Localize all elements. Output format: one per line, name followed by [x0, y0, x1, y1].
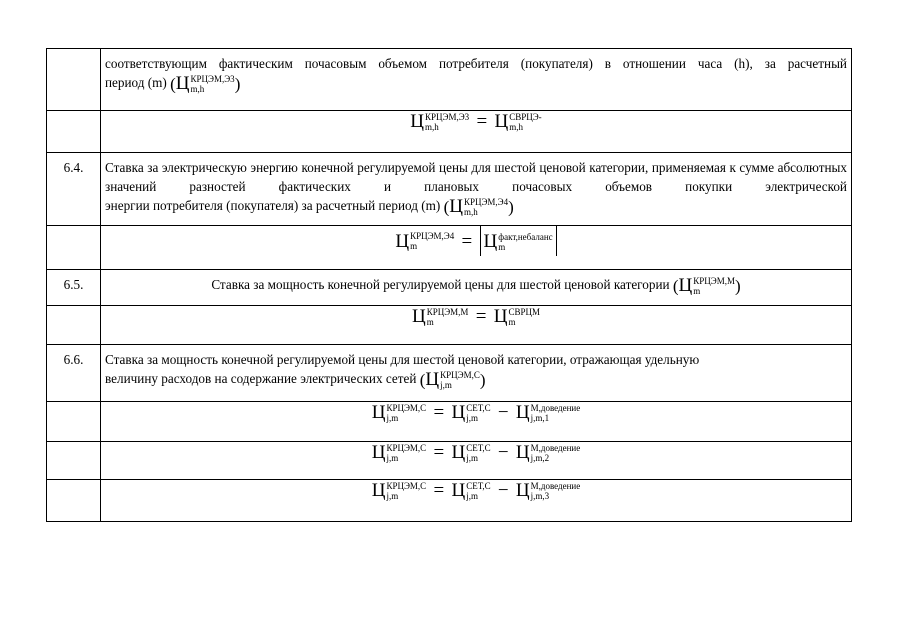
formula-row — [47, 402, 852, 442]
formula-cell — [101, 306, 852, 345]
description-line — [105, 73, 847, 94]
formula-row — [47, 480, 852, 522]
row-number-empty — [47, 49, 101, 111]
description-line — [105, 196, 847, 217]
inline-formula-symbol: (Ц КРЦЭМ,Э4 m,h ) — [443, 196, 514, 218]
inline-formula-symbol: (Ц КРЦЭМ,C j,m ) — [419, 369, 486, 391]
formula: Ц КРЦЭМ,C j,m = Ц СЕТ,C j,m − Ц М,доведение j,m,3 — [371, 480, 581, 502]
description-line — [105, 369, 847, 390]
description-line: Ставка за мощность конечной регулируемой цены для шестой ценовой категории, отражающая удельную — [105, 352, 700, 367]
tariff-table — [46, 48, 852, 522]
row-description — [101, 153, 852, 226]
table-row — [47, 49, 852, 111]
formula-row — [47, 226, 852, 270]
formula-cell — [101, 111, 852, 153]
row-description — [101, 270, 852, 306]
formula: Ц КРЦЭМ,Э4 m = Ц факт,небаланс m — [395, 226, 556, 256]
description-text: энергии потребителя (покупателя) за расчетный период (m) — [105, 198, 441, 213]
table-row — [47, 270, 852, 306]
inline-formula-symbol: (Ц КРЦЭМ,М m ) — [672, 275, 741, 297]
formula: Ц КРЦЭМ,C j,m = Ц СЕТ,C j,m − Ц М,доведение j,m,1 — [371, 402, 581, 424]
description-text: период (m) — [105, 75, 167, 90]
formula-row — [47, 111, 852, 153]
row-number: 6.6. — [47, 345, 101, 402]
description-text: величину расходов на содержание электрических сетей — [105, 371, 417, 386]
row-number: 6.5. — [47, 270, 101, 306]
formula-cell — [101, 442, 852, 480]
row-description — [101, 49, 852, 111]
description-text: Ставка за мощность конечной регулируемой цены для шестой ценовой категории — [211, 277, 670, 292]
formula-row — [47, 306, 852, 345]
inline-formula-symbol: (Ц КРЦЭМ,Э3 m,h ) — [170, 73, 241, 95]
row-number: 6.4. — [47, 153, 101, 226]
description-line: соответствующим фактическим почасовым объемом потребителя (покупателя) в отношении часа (h), за расчетный — [105, 56, 847, 71]
formula: Ц КРЦЭМ,Э3 m,h = Ц СВРЦЭ- m,h — [410, 111, 542, 133]
description-line: Ставка за электрическую энергию конечной регулируемой цены для шестой ценовой категории, применяемая к сумме абсолютных значений разностей фактических и плановых почасовых объемов покупки электрической — [105, 160, 847, 194]
absolute-value-bars: Ц факт,небаланс m — [480, 226, 557, 256]
formula-cell — [101, 226, 852, 270]
table-row — [47, 345, 852, 402]
formula-cell — [101, 402, 852, 442]
formula-row — [47, 442, 852, 480]
table-row — [47, 153, 852, 226]
formula: Ц КРЦЭМ,М m = Ц СВРЦМ m — [411, 306, 540, 328]
formula-cell — [101, 480, 852, 522]
formula: Ц КРЦЭМ,C j,m = Ц СЕТ,C j,m − Ц М,доведение j,m,2 — [371, 442, 581, 464]
row-description — [101, 345, 852, 402]
